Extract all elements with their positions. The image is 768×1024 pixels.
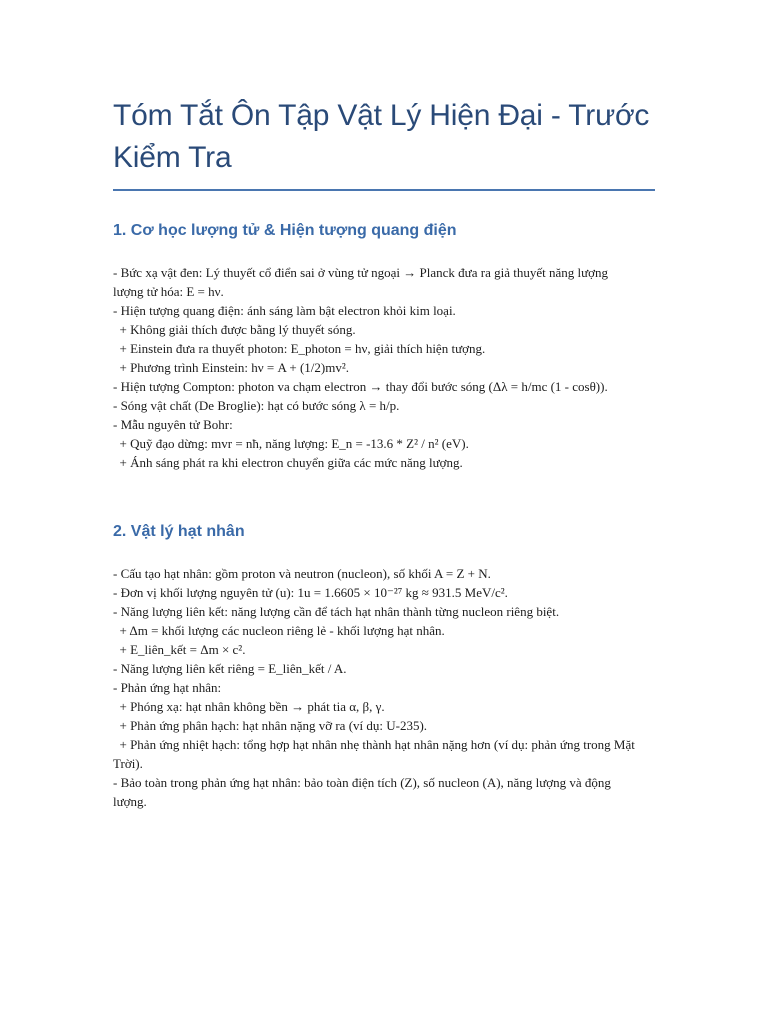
text-line: + E_liên_kết = Δm × c². (113, 642, 246, 657)
text-line: - Bức xạ vật đen: Lý thuyết cổ điển sai ở vùng tử ngoại → Planck đưa ra giả thuyết năng lượng lượng tử hóa: E = hν. (113, 265, 612, 299)
text-line: - Phản ứng hạt nhân: (113, 680, 222, 695)
text-line: - Bảo toàn trong phản ứng hạt nhân: bảo toàn điện tích (Z), số nucleon (A), năng lượng và động lượng. (113, 775, 615, 809)
text-line: - Hiện tượng quang điện: ánh sáng làm bật electron khỏi kim loại. (113, 303, 456, 318)
section-body-nuclear (113, 564, 641, 811)
section-body-quantum (113, 263, 641, 472)
document-title: Tóm Tắt Ôn Tập Vật Lý Hiện Đại - Trước Kiểm Tra (113, 99, 650, 174)
text-line: + Quỹ đạo dừng: mvr = nħ, năng lượng: E_n = -13.6 * Z² / n² (eV). (113, 436, 469, 451)
text-line: + Phản ứng phân hạch: hạt nhân nặng vỡ ra (ví dụ: U-235). (113, 718, 428, 733)
text-line: + Không giải thích được bằng lý thuyết sóng. (113, 322, 356, 337)
text-line: - Đơn vị khối lượng nguyên tử (u): 1u = 1.6605 × 10⁻²⁷ kg ≈ 931.5 MeV/c². (113, 585, 508, 600)
text-line: - Năng lượng liên kết: năng lượng cần để tách hạt nhân thành từng nucleon riêng biệt. (113, 604, 560, 619)
text-line: + Phản ứng nhiệt hạch: tổng hợp hạt nhân nhẹ thành hạt nhân nặng hơn (ví dụ: phản ứng trong Mặt Trời). (113, 737, 638, 771)
section-heading-nuclear: 2. Vật lý hạt nhân (113, 523, 245, 540)
title-underline (113, 189, 655, 191)
text-line: + Δm = khối lượng các nucleon riêng lẻ - khối lượng hạt nhân. (113, 623, 445, 638)
text-line: - Mẫu nguyên tử Bohr: (113, 417, 233, 432)
text-line: + Einstein đưa ra thuyết photon: E_photon = hν, giải thích hiện tượng. (113, 341, 486, 356)
section-heading-quantum: 1. Cơ học lượng tử & Hiện tượng quang điện (113, 222, 457, 239)
text-line: - Sóng vật chất (De Broglie): hạt có bước sóng λ = h/p. (113, 398, 400, 413)
text-line: - Cấu tạo hạt nhân: gồm proton và neutron (nucleon), số khối A = Z + N. (113, 566, 491, 581)
text-line: + Phóng xạ: hạt nhân không bền → phát tia α, β, γ. (113, 699, 385, 714)
text-line: - Hiện tượng Compton: photon va chạm electron → thay đổi bước sóng (Δλ = h/mc (1 - cosθ)). (113, 379, 608, 394)
text-line: + Ánh sáng phát ra khi electron chuyển giữa các mức năng lượng. (113, 455, 463, 470)
text-line: - Năng lượng liên kết riêng = E_liên_kết / A. (113, 661, 347, 676)
text-line: + Phương trình Einstein: hν = A + (1/2)mv². (113, 360, 349, 375)
